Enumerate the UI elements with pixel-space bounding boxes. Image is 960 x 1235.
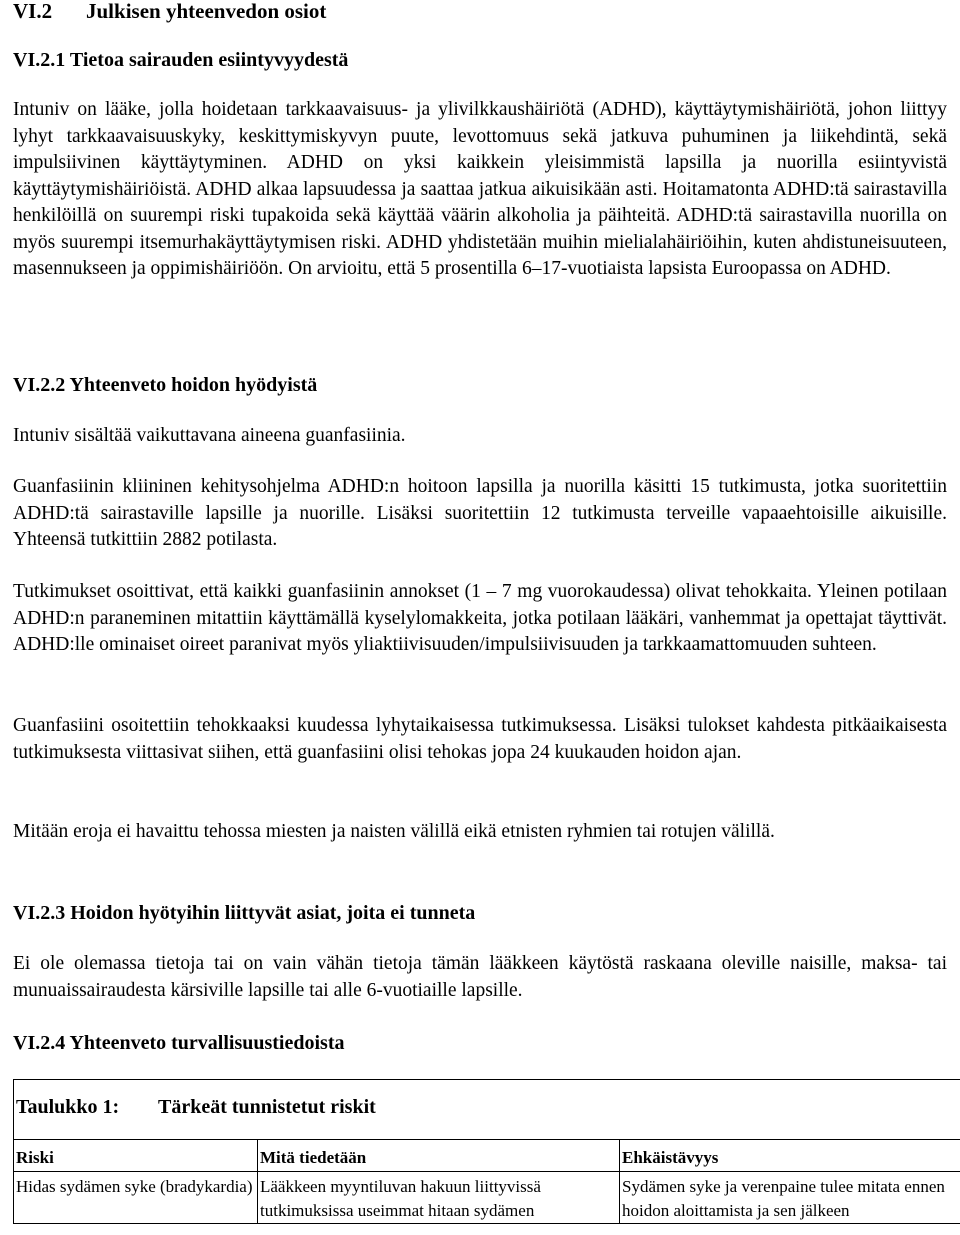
table-header-cell: Riski <box>14 1140 258 1172</box>
section-title: Julkisen yhteenvedon osiot <box>86 0 327 23</box>
section-number: VI.2 <box>13 0 53 23</box>
benefits-paragraph-5: Mitään eroja ei havaittu tehossa miesten ja naisten välillä eikä etnisten ryhmien tai rotujen välillä. <box>13 821 775 842</box>
benefits-paragraph-1: Intuniv sisältää vaikuttavana aineena guanfasiinia. <box>13 425 406 446</box>
table-cell-known: Lääkkeen myyntiluvan hakuun liittyvissä tutkimuksissa useimmat hitaan sydämen <box>258 1172 620 1224</box>
table-cell-risk: Hidas sydämen syke (bradykardia) <box>14 1172 258 1224</box>
benefits-paragraph-2: Guanfasiinin kliininen kehitysohjelma ADHD:n hoitoon lapsilla ja nuorilla käsitti 15 tutkimusta, jotka suoritettiin ADHD:tä sairastaville lapsille ja nuorille. Lisäksi suoritettiin 12 tutkimusta terveille vapaaehtoisille aikuisille. Yhteensä tutkittiin 2882 potilasta. <box>13 476 947 550</box>
table-row <box>14 1172 960 1224</box>
risk-table <box>13 1079 960 1224</box>
table-header-cell: Mitä tiedetään <box>258 1140 620 1172</box>
table-cell-prevention: Sydämen syke ja verenpaine tulee mitata ennen hoidon aloittamista ja sen jälkeen <box>620 1172 960 1224</box>
table-caption-title: Tärkeät tunnistetut riskit <box>158 1096 376 1118</box>
table-header-cell: Ehkäistävyys <box>620 1140 960 1172</box>
subsection-heading-unknowns: VI.2.3 Hoidon hyötyihin liittyvät asiat, joita ei tunneta <box>13 902 476 924</box>
unknowns-paragraph: Ei ole olemassa tietoja tai on vain vähän tietoja tämän lääkkeen käytöstä raskaana oleville naisille, maksa- tai munuaissairaudesta kärsiville lapsille tai alle 6-vuotiaille lapsille. <box>13 953 947 1001</box>
table-caption-number: Taulukko 1: <box>16 1096 120 1118</box>
table-header-row <box>14 1140 960 1172</box>
benefits-paragraph-3: Tutkimukset osoittivat, että kaikki guanfasiinin annokset (1 – 7 mg vuorokaudessa) olivat tehokkaita. Yleinen potilaan ADHD:n paraneminen mitattiin käyttämällä kyselylomakkeita, jotka potilaan lääkäri, vanhemmat ja opettajat täyttivät. ADHD:lle ominaiset oireet paranivat myös yliaktiivisuuden/impulsiivisuuden ja tarkkaamattomuuden suhteen. <box>13 581 947 655</box>
benefits-paragraph-4: Guanfasiini osoitettiin tehokkaaksi kuudessa lyhytaikaisessa tutkimuksessa. Lisäksi tulokset kahdesta pitkäaikaisesta tutkimuksesta viittasivat siihen, että guanfasiini olisi tehokas jopa 24 kuukauden hoidon ajan. <box>13 715 947 763</box>
subsection-heading-safety: VI.2.4 Yhteenveto turvallisuustiedoista <box>13 1032 345 1054</box>
table-caption <box>14 1080 960 1140</box>
section-heading <box>13 0 326 25</box>
subsection-heading-benefits: VI.2.2 Yhteenveto hoidon hyödyistä <box>13 374 318 396</box>
subsection-heading-prevalence: VI.2.1 Tietoa sairauden esiintyvyydestä <box>13 49 349 71</box>
prevalence-paragraph: Intuniv on lääke, jolla hoidetaan tarkkaavaisuus- ja ylivilkkaushäiriötä (ADHD), käyttäytymishäiriötä, johon liittyy lyhyt tarkkaavaisuuskyky, keskittymiskyvyn puute, levottomuus sekä jatkuva puhuminen ja liikehdintä, sekä impulsiivinen käyttäytyminen. ADHD on yksi kaikkein yleisimmistä lapsilla ja nuorilla esiintyvistä käyttäytymishäiriöistä. ADHD alkaa lapsuudessa ja saattaa jatkua aikuisikään asti. Hoitamatonta ADHD:tä sairastavilla henkilöillä on suurempi riski tupakoida sekä käyttää väärin alkoholia ja päihteitä. ADHD:tä sairastavilla nuorilla on myös suurempi itsemurhakäyttäytymisen riski. ADHD yhdistetään muihin mielialahäiriöihin, kuten ahdistuneisuuteen, masennukseen ja oppimishäiriöön. On arvioitu, että 5 prosentilla 6–17-vuotiaista lapsista Euroopassa on ADHD. <box>13 99 947 279</box>
